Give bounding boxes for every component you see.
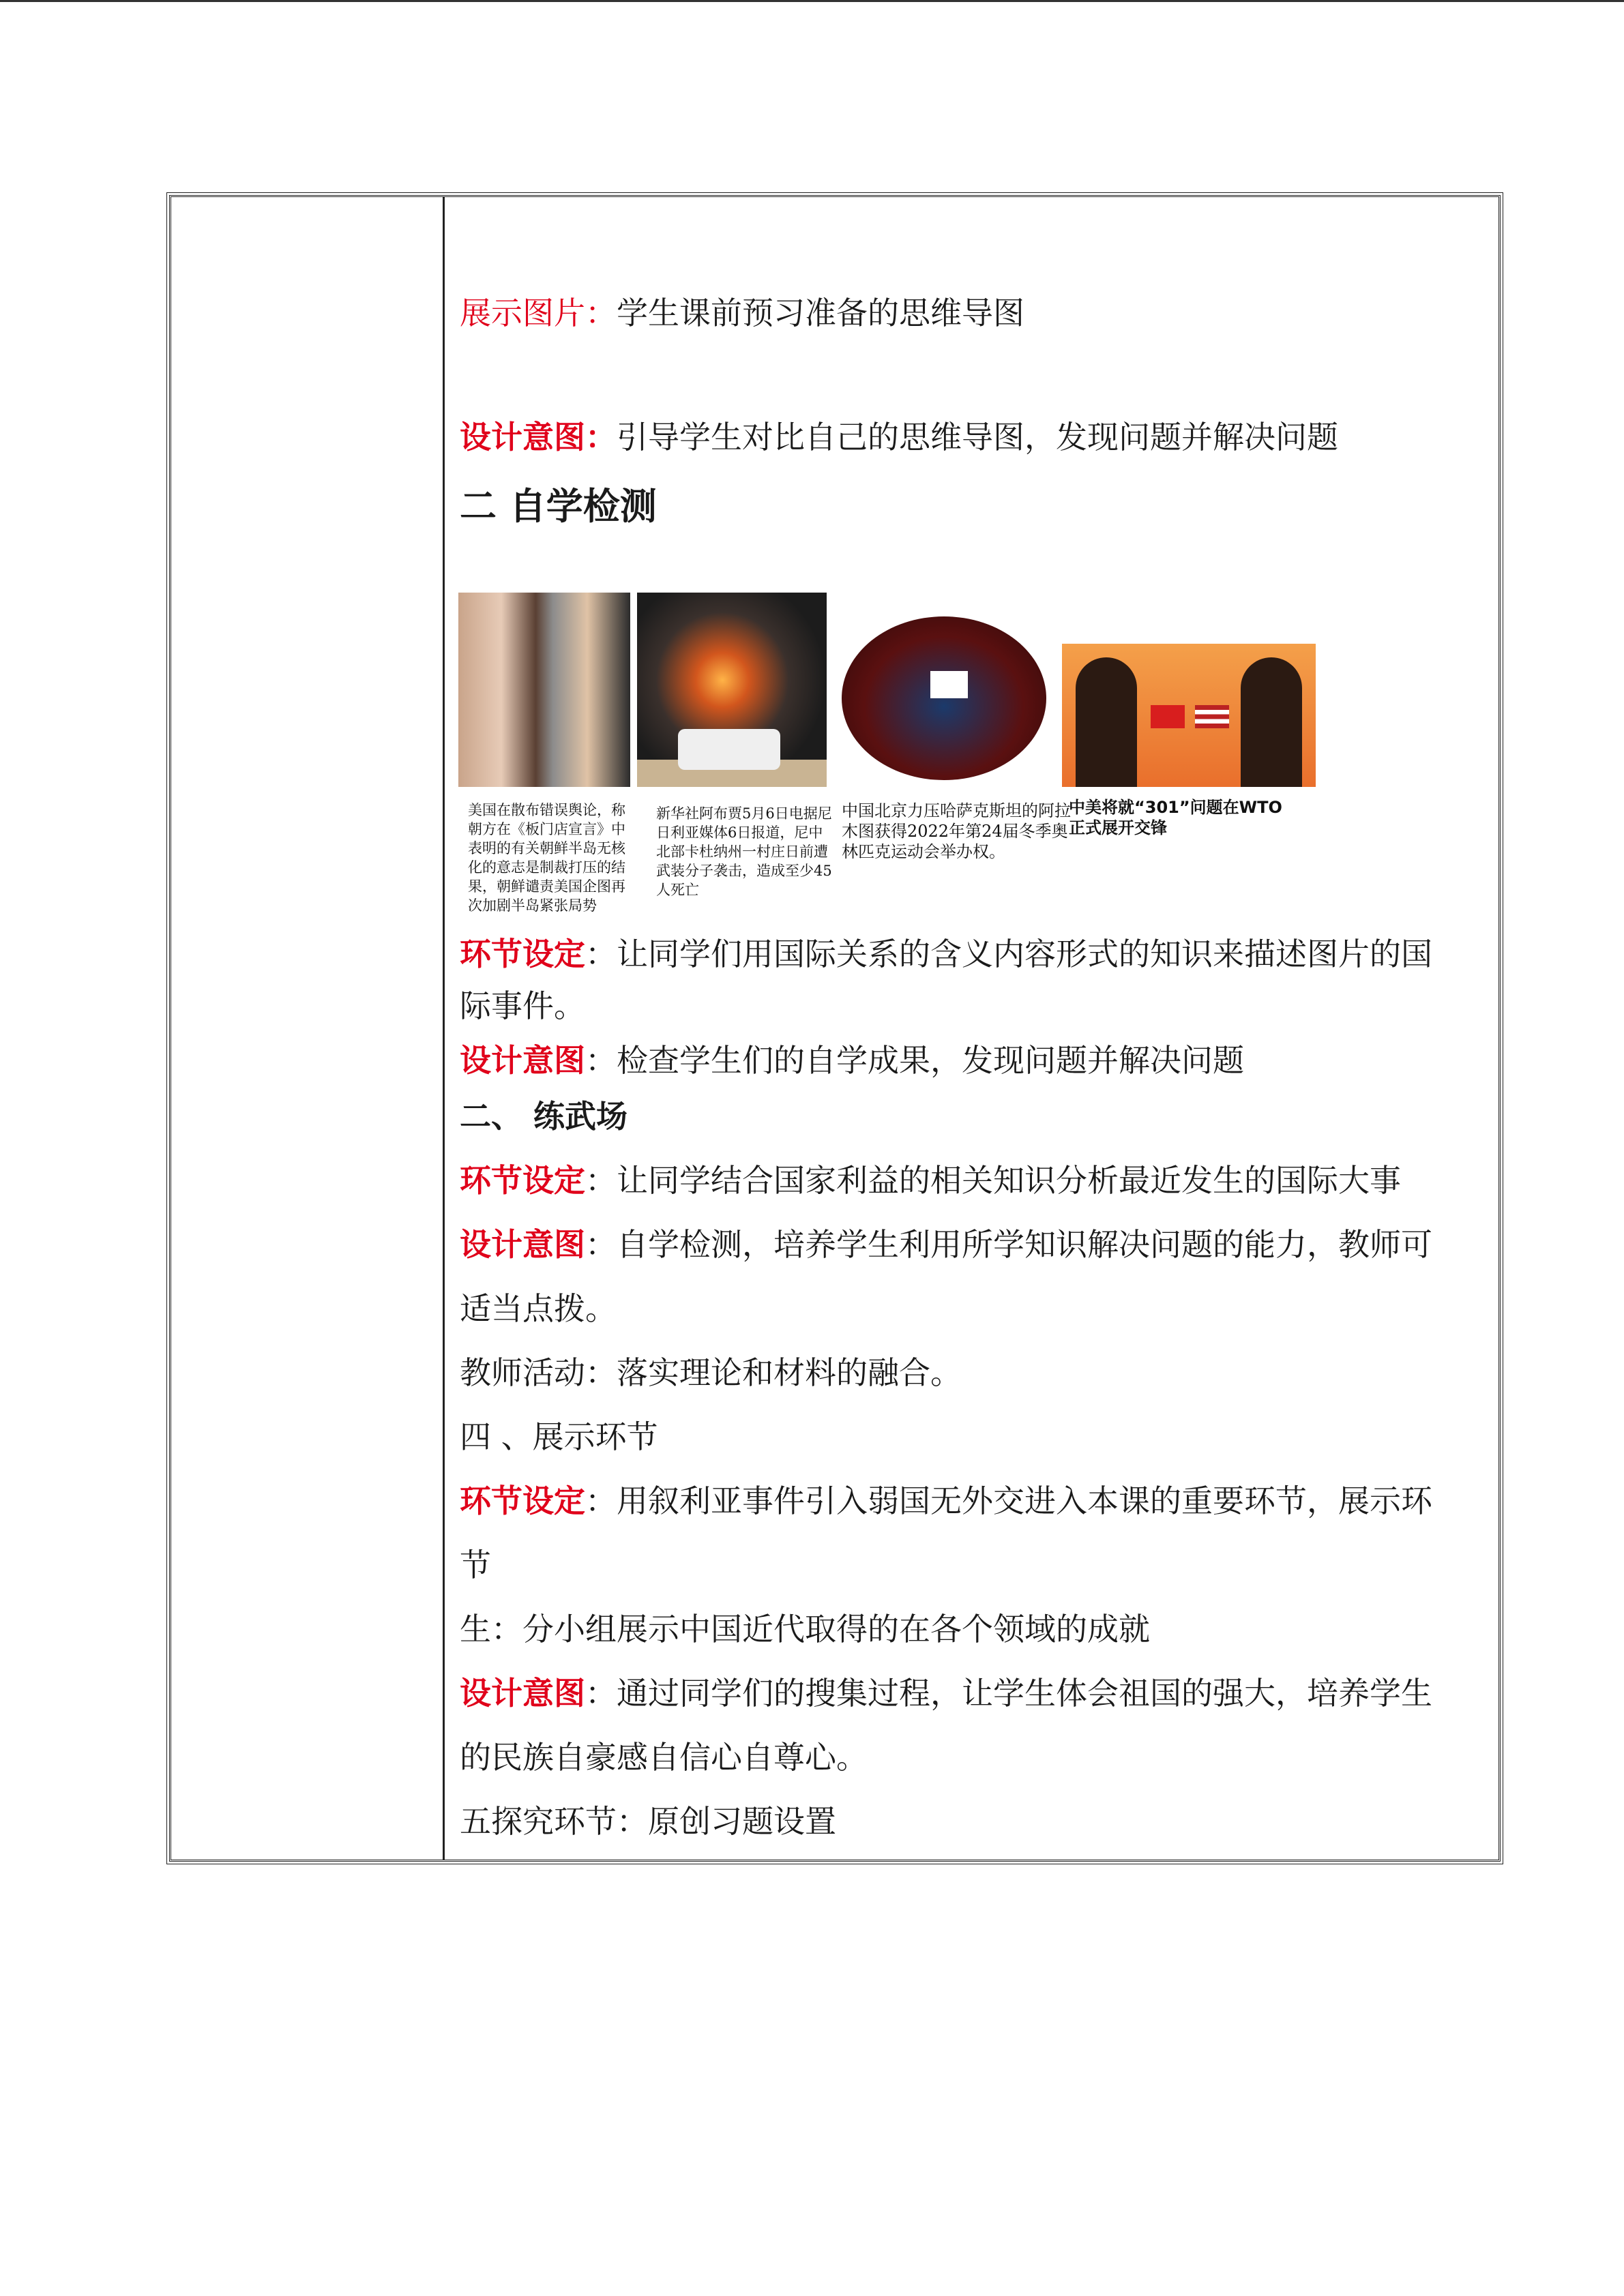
text-line: 的民族自豪感自信心自尊心。 bbox=[460, 1739, 868, 1776]
section-heading: 二、 练武场 bbox=[460, 1098, 628, 1135]
text-line bbox=[460, 417, 1338, 458]
section-label: 设计意图 bbox=[460, 1226, 585, 1263]
photo-caption: 美国在散布错误舆论，称朝方在《板门店宣言》中表明的有关朝鲜半岛无核化的意志是制裁打压的结果，朝鲜谴责美国企图再次加剧半岛紧张局势 bbox=[468, 802, 625, 914]
section-label: 展示图片： bbox=[460, 295, 617, 331]
section-text: 学生课前预习准备的思维导图 bbox=[617, 295, 1024, 331]
section-text: ：让同学结合国家利益的相关知识分析最近发生的国际大事 bbox=[585, 1162, 1401, 1199]
photo-olympics bbox=[842, 616, 1046, 780]
photo-caption: 新华社阿布贾5月6日电据尼日利亚媒体6日报道，尼中北部卡杜纳州一村庄日前遭武装分子袭击，造成至少45人死亡 bbox=[656, 805, 832, 898]
section-text: ：检查学生们的自学成果，发现问题并解决问题 bbox=[585, 1042, 1244, 1079]
section-heading: 二 自学检测 bbox=[460, 485, 657, 528]
text-line bbox=[460, 293, 1024, 333]
text-line bbox=[460, 1224, 1432, 1265]
section-text: ：通过同学们的搜集过程，让学生体会祖国的强大，培养学生 bbox=[585, 1675, 1432, 1712]
text-line bbox=[460, 1673, 1432, 1714]
photo-leaders bbox=[458, 593, 630, 787]
text-line bbox=[460, 1040, 1244, 1081]
text-line: 节 bbox=[460, 1547, 491, 1583]
text-line bbox=[460, 1480, 1432, 1521]
section-label: 环节设定 bbox=[460, 1482, 585, 1519]
section-text: ：自学检测，培养学生利用所学知识解决问题的能力，教师可 bbox=[585, 1226, 1432, 1263]
news-photo-strip bbox=[458, 565, 1331, 914]
section-label: 设计意图： bbox=[460, 419, 617, 456]
text-line bbox=[460, 1160, 1401, 1201]
text-line: 五探究环节：原创习题设置 bbox=[460, 1803, 836, 1840]
photo-caption: 中美将就“301”问题在WTO正式展开交锋 bbox=[1069, 798, 1282, 837]
table-left-column bbox=[171, 197, 445, 1860]
text-line: 四 、展示环节 bbox=[460, 1418, 658, 1455]
text-line: 适当点拨。 bbox=[460, 1290, 617, 1327]
text-line: 际事件。 bbox=[460, 987, 585, 1024]
section-label: 设计意图 bbox=[460, 1042, 585, 1079]
table-right-column bbox=[445, 197, 1498, 1860]
photo-trade bbox=[1062, 644, 1316, 787]
section-label: 设计意图 bbox=[460, 1675, 585, 1712]
section-label: 环节设定 bbox=[460, 936, 585, 972]
page-top-border bbox=[0, 0, 1624, 2]
text-line bbox=[460, 934, 1432, 974]
text-line: 教师活动：落实理论和材料的融合。 bbox=[460, 1354, 962, 1391]
section-text: ：用叙利亚事件引入弱国无外交进入本课的重要环节，展示环 bbox=[585, 1482, 1432, 1519]
photo-attack bbox=[637, 593, 827, 787]
text-line: 生：分小组展示中国近代取得的在各个领域的成就 bbox=[460, 1611, 1150, 1648]
photo-caption: 中国北京力压哈萨克斯坦的阿拉木图获得2022年第24届冬季奥林匹克运动会举办权。 bbox=[842, 801, 1071, 861]
section-text: ：让同学们用国际关系的含义内容形式的知识来描述图片的国 bbox=[585, 936, 1432, 972]
section-label: 环节设定 bbox=[460, 1162, 585, 1199]
lesson-table bbox=[169, 195, 1501, 1862]
section-text: 引导学生对比自己的思维导图，发现问题并解决问题 bbox=[617, 419, 1338, 456]
